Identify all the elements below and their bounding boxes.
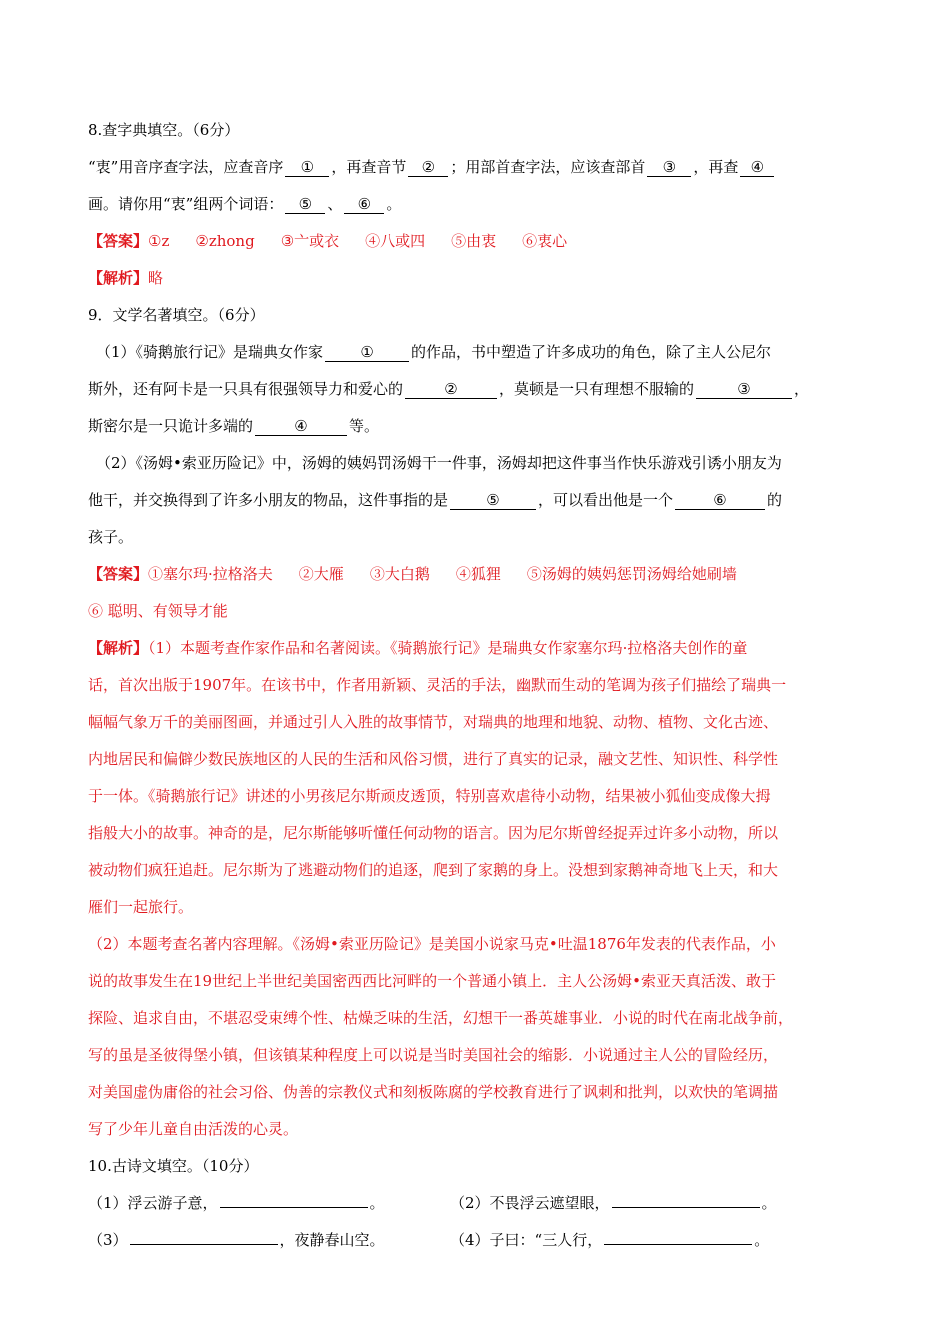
q10-blank-4[interactable]: [604, 1244, 752, 1245]
q9-part1-line2: 斯外，还有阿卡是一只具有很强领导力和爱心的 ② ，莫顿是一只有理想不服输的 ③ ，: [88, 380, 810, 398]
q9-blank-2[interactable]: ②: [405, 380, 497, 399]
q8-blank-2[interactable]: ②: [408, 158, 448, 177]
q9-blank-6[interactable]: ⑥: [675, 491, 765, 510]
q9-answer-6: ⑥ 聪明、有领导才能: [88, 602, 228, 620]
q8-blank-5[interactable]: ⑤: [285, 195, 325, 214]
q10-row-1: [88, 1185, 868, 1222]
q8-line1: “衷”用音序查字法，应查音序 ① ，再查音节 ② ；用部首查字法，应该查部首 ③ ，再查 ④: [88, 149, 868, 186]
q9-part2-line1: （2）《汤姆•索亚历险记》中，汤姆的姨妈罚汤姆干一件事，汤姆却把这件事当作快乐游戏引诱小朋友为: [96, 454, 782, 472]
q9-analysis-line-4: 内地居民和偏僻少数民族地区的人民的生活和风俗习惯，进行了真实的记录，融文艺性、知识性、科学性: [88, 750, 779, 768]
q9-analysis-line-7: 被动物们疯狂追赶。尼尔斯为了逃避动物们的追逐，爬到了家鹅的身上。没想到家鹅神奇地飞上天，和大: [88, 861, 779, 879]
document-page: [88, 112, 868, 1259]
q10-blank-3[interactable]: [130, 1244, 278, 1245]
q9-answer: 【答案】①塞尔玛·拉格洛夫 ②大雁 ③大白鹅 ④狐狸 ⑤汤姆的姨妈惩罚汤姆给她刷墙: [88, 565, 737, 583]
q8-line2: 画。请你用“衷”组两个词语： ⑤ 、 ⑥ 。: [88, 195, 402, 213]
q9-analysis-line-8: 雁们一起旅行。: [88, 898, 194, 916]
q9-analysis-line-3: 幅幅气象万千的美丽图画，并通过引人入胜的故事情节，对瑞典的地理和地貌、动物、植物、文化古迹、: [88, 713, 779, 731]
q10-row-2: [88, 1222, 868, 1259]
q10-blank-1[interactable]: [220, 1207, 368, 1208]
q9-blank-5[interactable]: ⑤: [450, 491, 536, 510]
q9-blank-1[interactable]: ①: [325, 343, 409, 362]
q9-blank-3[interactable]: ③: [696, 380, 792, 399]
q9-analysis2-line-1: （2）本题考查名著内容理解。《汤姆•索亚历险记》是美国小说家马克•吐温1876年发表的代表作品，小: [88, 935, 776, 953]
q9-analysis-line-6: 指般大小的故事。神奇的是，尼尔斯能够听懂任何动物的语言。因为尼尔斯曾经捉弄过许多小动物，所以: [88, 824, 779, 842]
q9-analysis2-line-2: 说的故事发生在19世纪上半世纪美国密西西比河畔的一个普通小镇上．主人公汤姆•索亚天真活泼、敢于: [88, 972, 776, 990]
q9-blank-4[interactable]: ④: [255, 417, 347, 436]
q9-analysis2-line-5: 对美国虚伪庸俗的社会习俗、伪善的宗教仪式和刻板陈腐的学校教育进行了讽刺和批判，以欢快的笔调描: [88, 1083, 779, 1101]
q9-part1-line1: （1）《骑鹅旅行记》是瑞典女作家 ① 的作品，书中塑造了许多成功的角色，除了主人公尼尔: [96, 343, 772, 361]
q9-analysis2-line-4: 写的虽是圣彼得堡小镇，但该镇某种程度上可以说是当时美国社会的缩影．小说通过主人公的冒险经历，: [88, 1046, 779, 1064]
q9-analysis-line-2: 话，首次出版于1907年。在该书中，作者用新颖、灵活的手法，幽默而生动的笔调为孩子们描绘了瑞典一: [88, 676, 787, 694]
q10-item-2: （2）不畏浮云遮望眼， 。: [450, 1194, 777, 1212]
q8-blank-1[interactable]: ①: [285, 158, 329, 177]
q10-item-3: （3） ，夜静春山空。: [88, 1231, 385, 1249]
q9-analysis2-line-6: 写了少年儿童自由活泼的心灵。: [88, 1120, 299, 1138]
q9-analysis-line-5: 于一体。《骑鹅旅行记》讲述的小男孩尼尔斯顽皮透顶，特别喜欢虐待小动物，结果被小狐仙变成像大拇: [88, 787, 771, 805]
q9-part1-line3: 斯密尔是一只诡计多端的 ④ 等。: [88, 417, 380, 435]
q8-analysis: 【解析】略: [88, 269, 164, 287]
q8-title: 8.查字典填空。（6分）: [88, 121, 240, 139]
q9-analysis-line-1: 【解析】（1）本题考查作家作品和名著阅读。《骑鹅旅行记》是瑞典女作家塞尔玛·拉格洛夫创作的童: [88, 639, 748, 657]
q10-item-4: （4）子曰：“三人行， 。: [450, 1231, 770, 1249]
q10-blank-2[interactable]: [612, 1207, 760, 1208]
q9-analysis2-line-3: 探险、追求自由，不堪忍受束缚个性、枯燥乏味的生活，幻想干一番英雄事业．小说的时代在南北战争前，: [88, 1009, 794, 1027]
q9-title: 9．文学名著填空。（6分）: [88, 306, 265, 324]
q8-answer: 【答案】①z ②zhong ③亠或衣 ④八或四 ⑤由衷 ⑥衷心: [88, 232, 568, 250]
q10-item-1: （1）浮云游子意， 。: [88, 1194, 385, 1212]
q8-blank-3[interactable]: ③: [647, 158, 691, 177]
q10-title: 10.古诗文填空。（10分）: [88, 1157, 259, 1175]
q8-blank-6[interactable]: ⑥: [344, 195, 384, 214]
q8-blank-4[interactable]: ④: [740, 158, 774, 177]
q9-part2-line2: 他干，并交换得到了许多小朋友的物品，这件事指的是 ⑤ ，可以看出他是一个 ⑥ 的: [88, 491, 783, 509]
q9-part2-line3: 孩子。: [88, 528, 134, 546]
